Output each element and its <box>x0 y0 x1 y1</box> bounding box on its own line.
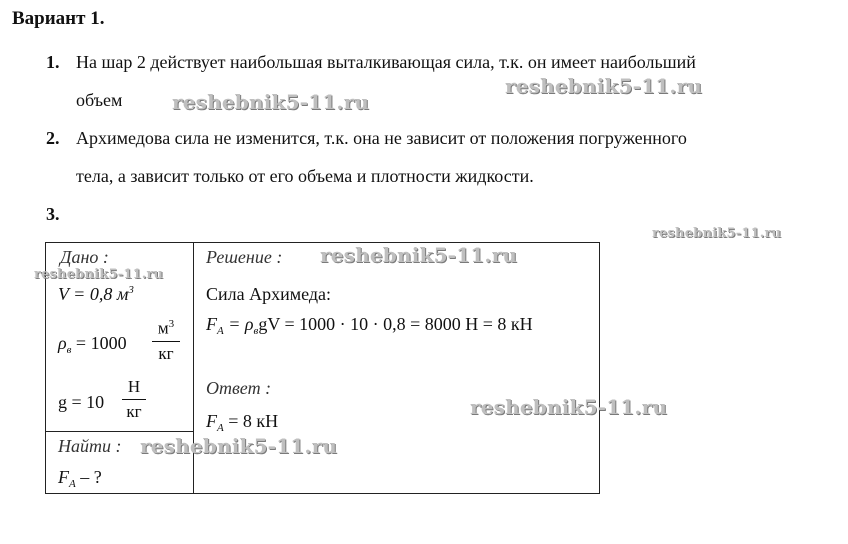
item-2-number: 2. <box>46 128 60 148</box>
item-3-number: 3. <box>46 204 60 224</box>
table-border-bottom <box>45 493 600 494</box>
solution-label: Решение : <box>206 247 283 267</box>
watermark: reshebnik5-11.ru <box>34 267 164 282</box>
find-unknown: $F_A$ – ? <box>58 467 102 490</box>
watermark: reshebnik5-11.ru <box>320 243 518 267</box>
item-1-line2: объем <box>76 90 123 110</box>
watermark: reshebnik5-11.ru <box>652 226 782 241</box>
page-title: Вариант 1. <box>12 8 105 29</box>
watermark: reshebnik5-11.ru <box>470 395 668 419</box>
watermark: reshebnik5-11.ru <box>172 90 370 114</box>
gravity-unit-fraction: Н кг <box>122 377 146 422</box>
find-label: Найти : <box>58 436 122 456</box>
watermark: reshebnik5-11.ru <box>505 74 703 98</box>
answer-label: Ответ : <box>206 378 272 398</box>
solution-text: Сила Архимеда: <box>206 284 332 304</box>
solution-formula: $F_A = \rho_вgV = 1000 \cdot 10 \cdot 0,8 = 8000$ Н = 8 кН <box>206 314 533 337</box>
given-label: Дано : <box>60 247 109 267</box>
given-gravity: g = 10 <box>58 392 105 412</box>
table-divider-horizontal <box>45 431 194 432</box>
item-2-line2: тела, а зависит только от его объема и плотности жидкости. <box>76 166 534 186</box>
item-1-line1: На шар 2 действует наибольшая выталкивающая сила, т.к. он имеет наибольший <box>76 52 696 72</box>
item-2-line1: Архимедова сила не изменится, т.к. она не зависит от положения погруженного <box>76 128 687 148</box>
density-unit-fraction: $м^3$ кг <box>152 318 180 364</box>
given-volume: V = 0,8 $м^3$ <box>58 284 134 304</box>
item-1-number: 1. <box>46 52 60 72</box>
given-density: $\rho_в = 1000$ <box>58 333 127 356</box>
watermark: reshebnik5-11.ru <box>140 434 338 458</box>
table-border-right <box>599 242 600 494</box>
answer-value: $F_A = 8$ кН <box>206 411 279 434</box>
